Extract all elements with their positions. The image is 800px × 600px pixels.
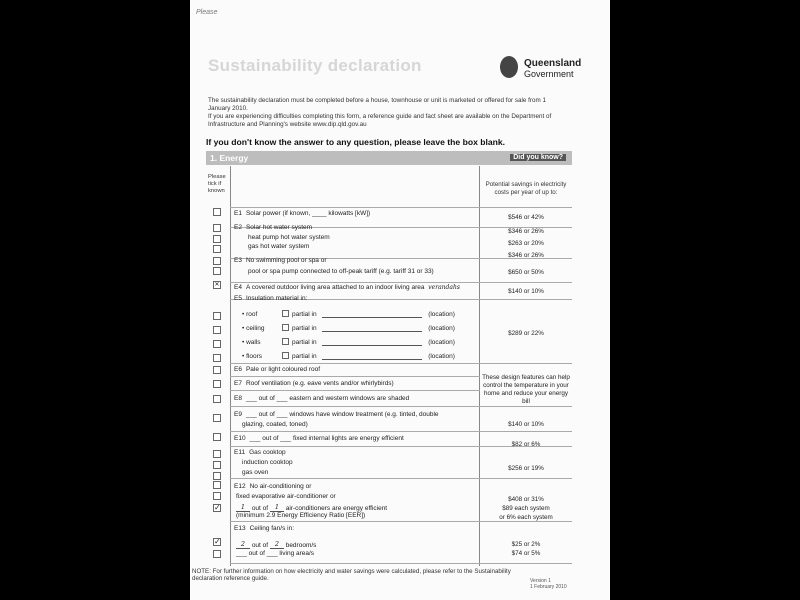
e4-handwritten: verandahs	[428, 284, 460, 291]
section-banner	[206, 151, 572, 165]
e5-walls-partial-checkbox[interactable]	[282, 338, 289, 345]
e5-roof-label: roof	[246, 311, 258, 318]
e12-out-of: out of	[251, 505, 269, 512]
footnote: NOTE: For further information on how electricity and water savings were calculated, please refer to the Sustainability declaration reference guide.	[192, 568, 511, 582]
e8-text: ___ out of ___ eastern and western windows are shaded	[245, 395, 410, 402]
e5-partial-label: partial in	[292, 325, 317, 332]
e5-walls-line: • walls partial in (location)	[242, 339, 455, 346]
e3-line2: pool or spa pump connected to off-peak tariff (e.g. tariff 31 or 33)	[248, 268, 434, 275]
e6-row	[234, 366, 320, 374]
e2-gas-savings: $346 or 26%	[508, 252, 544, 259]
e2-solar-savings: $346 or 26%	[508, 228, 544, 235]
e12-code: E12	[234, 483, 246, 490]
e11-line3: gas oven	[242, 469, 269, 476]
e13-line1b: bedroom/s	[285, 542, 317, 549]
e7-row	[234, 380, 394, 388]
e2-code: E2	[234, 224, 242, 231]
e5-location-label: (location)	[428, 353, 455, 360]
e12-count-b[interactable]: 1	[270, 503, 284, 512]
e9-code: E9	[234, 411, 242, 418]
e4-row	[234, 284, 460, 292]
e8-row	[234, 395, 409, 403]
row-divider	[230, 431, 572, 432]
e1-code: E1	[234, 210, 242, 217]
e9-checkbox[interactable]	[213, 414, 221, 422]
row-divider	[230, 282, 572, 283]
e5-walls-label: walls	[246, 339, 261, 346]
tick-column-header: Please tick if known	[208, 174, 226, 194]
e11-gas-cooktop-checkbox[interactable]	[213, 450, 221, 458]
e5-roof-checkbox[interactable]	[213, 312, 221, 320]
e2-line3: gas hot water system	[248, 243, 310, 250]
logo-line-1: Queensland	[524, 58, 582, 69]
e5-code: E5	[234, 295, 242, 302]
e4-savings: $140 or 10%	[508, 288, 544, 295]
e5-location-label: (location)	[428, 325, 455, 332]
e13-bedroom-checkbox[interactable]: ✓	[214, 537, 221, 546]
e13-living-savings: $74 or 5%	[511, 550, 541, 557]
e9-row	[234, 411, 439, 419]
e10-savings: $82 or 6%	[511, 441, 541, 448]
e1-checkbox[interactable]	[213, 208, 221, 216]
e5-ceiling-partial-checkbox[interactable]	[282, 324, 289, 331]
e7-text: Roof ventilation (e.g. eave vents and/or whirlybirds)	[245, 380, 394, 387]
did-you-know-label: Did you know?	[510, 154, 566, 161]
warning-text: If you don't know the answer to any question, please leave the box blank.	[206, 137, 506, 147]
e5-partial-label: partial in	[292, 311, 317, 318]
e11-line2: induction cooktop	[242, 459, 293, 466]
e7-code: E7	[234, 380, 242, 387]
e10-checkbox[interactable]	[213, 433, 221, 441]
e5-roof-location-field[interactable]	[322, 317, 422, 318]
e13-living-checkbox[interactable]	[213, 550, 221, 558]
e4-text: A covered outdoor living area attached to an indoor living area	[245, 284, 425, 291]
e5-ceiling-location-field[interactable]	[322, 331, 422, 332]
e2-row	[234, 224, 312, 232]
row-divider	[230, 363, 572, 364]
e13-line1-row	[236, 540, 316, 549]
e11-code: E11	[234, 449, 246, 456]
e5-ceiling-line: • ceiling partial in (location)	[242, 325, 455, 332]
e10-code: E10	[234, 435, 246, 442]
e2-solar-checkbox[interactable]	[213, 224, 221, 232]
e1-text: Solar power (if known, ____ kilowatts [kW])	[245, 210, 371, 217]
page-title: Sustainability declaration	[208, 56, 422, 75]
logo-line-2: Government	[524, 69, 574, 79]
e2-heat-pump-checkbox[interactable]	[213, 235, 221, 243]
e5-location-label: (location)	[428, 339, 455, 346]
e6-checkbox[interactable]	[213, 366, 221, 374]
design-features-note: These design features can help control the temperature in your home and reduce your energy bill	[482, 374, 570, 405]
e5-floors-line: • floors partial in (location)	[242, 353, 455, 360]
e13-code: E13	[234, 525, 246, 532]
e12-line3-row	[236, 503, 387, 512]
e5-location-label: (location)	[428, 311, 455, 318]
row-divider	[230, 406, 572, 407]
row-divider	[230, 376, 480, 377]
version-line-1: Version 1	[530, 578, 551, 584]
e5-walls-checkbox[interactable]	[213, 340, 221, 348]
e12-efficient-checkbox[interactable]: ✓	[214, 503, 221, 512]
e3-row	[234, 257, 327, 265]
e2-line1: Solar hot water system	[245, 224, 313, 231]
pretitle-text: Please	[196, 9, 218, 16]
row-divider	[230, 207, 572, 208]
e4-checkbox[interactable]: ✕	[214, 282, 220, 288]
e5-partial-label: partial in	[292, 353, 317, 360]
e2-line2: heat pump hot water system	[248, 234, 330, 241]
crest-icon	[500, 56, 518, 78]
e4-code: E4	[234, 284, 242, 291]
e9-line1: ___ out of ___ windows have window treatment (e.g. tinted, double	[245, 411, 439, 418]
intro-paragraph-2: If you are experiencing difficulties completing this form, a reference guide and fact sheet are available on the Department of Infrastructure and Planning's website www.dip.qld.gov.au	[208, 113, 552, 128]
e5-roof-partial-checkbox[interactable]	[282, 310, 289, 317]
e8-checkbox[interactable]	[213, 395, 221, 403]
e3-savings: $650 or 50%	[508, 269, 544, 276]
e13-count-b[interactable]: 2	[270, 540, 284, 549]
form-page	[190, 0, 610, 600]
e12-evaporative-checkbox[interactable]	[213, 492, 221, 500]
e12-line2: fixed evaporative air-conditioner or	[236, 493, 336, 500]
e7-checkbox[interactable]	[213, 380, 221, 388]
e5-floors-label: floors	[246, 353, 262, 360]
e5-row	[234, 295, 307, 303]
e13-bedroom-savings: $25 or 2%	[511, 541, 541, 548]
savings-column-header: Potential savings in electricity costs per year of up to:	[485, 181, 567, 196]
e12-savings-3: or 6% each system	[499, 514, 553, 521]
e12-line4: (minimum 2.9 Energy Efficiency Ratio [EER])	[236, 512, 366, 519]
column-divider	[230, 166, 231, 566]
e5-ceiling-label: ceiling	[246, 325, 265, 332]
version-label	[530, 578, 567, 590]
row-divider	[230, 563, 572, 564]
e1-savings: $546 or 42%	[508, 214, 544, 221]
e12-count-a[interactable]: 1	[236, 503, 250, 512]
e12-savings-2: $89 each system	[502, 505, 550, 512]
e12-no-ac-checkbox[interactable]	[213, 481, 221, 489]
section-title: 1. Energy	[210, 153, 249, 163]
e10-text: ___ out of ___ fixed internal lights are energy efficient	[249, 435, 404, 442]
e2-heat-pump-savings: $263 or 20%	[508, 240, 544, 247]
e11-row	[234, 449, 286, 457]
queensland-government-logo	[500, 54, 590, 86]
e5-ceiling-checkbox[interactable]	[213, 326, 221, 334]
e12-line1: No air-conditioning or	[249, 483, 312, 490]
e3-line1: No swimming pool or spa or	[245, 257, 327, 264]
e10-row	[234, 435, 404, 443]
e5-partial-label: partial in	[292, 339, 317, 346]
e11-gas-oven-checkbox[interactable]	[213, 472, 221, 480]
e2-gas-checkbox[interactable]	[213, 245, 221, 253]
e5-floors-checkbox[interactable]	[213, 354, 221, 362]
e12-savings-1: $408 or 31%	[508, 496, 544, 503]
e13-line2: ___ out of ___ living area/s	[236, 550, 315, 557]
e9-line2: glazing, coated, toned)	[242, 421, 308, 428]
e5-roof-line: • roof partial in (location)	[242, 311, 455, 318]
e1-row	[234, 210, 370, 218]
version-line-2: 1 February 2010	[530, 584, 567, 590]
e5-floors-location-field[interactable]	[322, 359, 422, 360]
e3-no-pool-checkbox[interactable]	[213, 257, 221, 265]
e9-savings: $140 or 10%	[508, 421, 544, 428]
e11-induction-checkbox[interactable]	[213, 461, 221, 469]
e5-walls-location-field[interactable]	[322, 345, 422, 346]
e13-row	[234, 525, 294, 533]
e5-savings: $289 or 22%	[508, 330, 544, 337]
e13-text: Ceiling fan/s in:	[249, 525, 295, 532]
e8-code: E8	[234, 395, 242, 402]
e5-floors-partial-checkbox[interactable]	[282, 352, 289, 359]
e13-count-a[interactable]: 2	[236, 540, 250, 549]
e13-out-of: out of	[251, 542, 269, 549]
e5-text: Insulation material in:	[245, 295, 308, 302]
e3-code: E3	[234, 257, 242, 264]
e12-row	[234, 483, 311, 491]
e3-pump-checkbox[interactable]	[213, 267, 221, 275]
e11-savings: $256 or 19%	[508, 465, 544, 472]
e12-line3b: air-conditioners are energy efficient	[285, 505, 388, 512]
intro-paragraph-1: The sustainability declaration must be completed before a house, townhouse or unit is marketed or offered for sale from 1 January 2010.	[208, 97, 546, 112]
e11-line1: Gas cooktop	[249, 449, 286, 456]
row-divider	[230, 390, 480, 391]
row-divider	[230, 478, 572, 479]
e6-text: Pale or light coloured roof	[245, 366, 321, 373]
e6-code: E6	[234, 366, 242, 373]
